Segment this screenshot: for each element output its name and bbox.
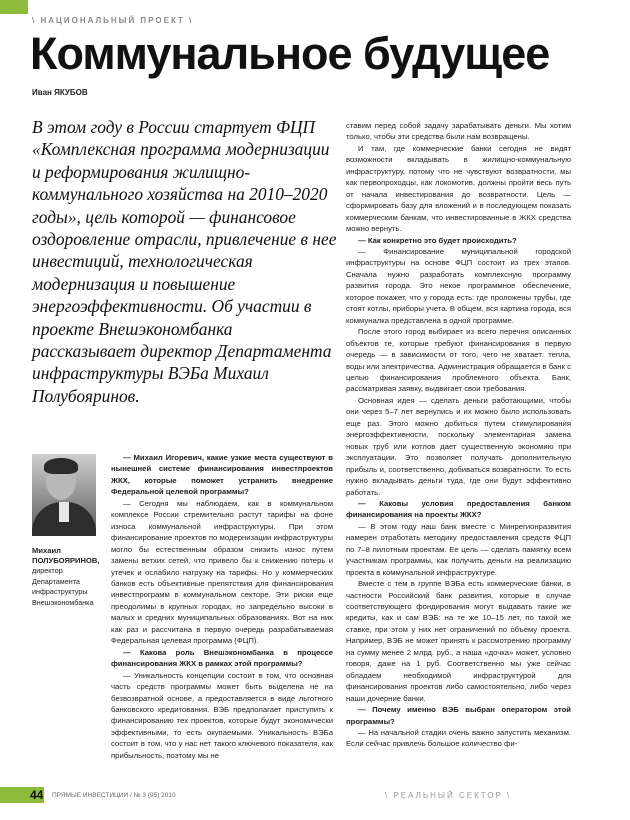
interview-question: — Как конкретно это будет происходить? [358,235,517,245]
section-kicker: \ НАЦИОНАЛЬНЫЙ ПРОЕКТ \ [32,16,194,25]
interview-question: — Каковы условия предоставления банком финансирования на проекты ЖКХ? [346,498,571,520]
portrait-caption [32,546,102,608]
interview-paragraph: После этого город выбирает из всего перечня описанных объектов те, которые требуют финансирования в первую очередь — в зависимости от того, чего не хватает: тепла, воды или электричества. Администрация обращается в банк с целью финансирования проблемного объекта. Банк, рассматривая заявку, выдвигает свои требования. [346,327,571,394]
caption-name: Михаил ПОЛУБОЯРИНОВ, [32,546,100,565]
interview-paragraph: — Финансирование муниципальной городской инфраструктуры на основе ФЦП состоит из трех этапов. Сначала нужно разработать комплексную программу развития города. Это некое программное обеспечение, которое покажет, что у города есть: где проложены трубы, где стоят котлы, приборы учета. В общем, вся картина города, вся коммуналка представлена в одной программе. [346,246,571,325]
page-number: 44 [30,788,44,802]
interview-question: — Какова роль Внешэкономбанка в процессе финансирования ЖКХ в рамках этой программы? [111,647,333,669]
article-column-2 [346,120,571,750]
interview-paragraph: — На начальной стадии очень важно запустить механизм. Если сейчас привлечь большое количество фи- [346,728,571,749]
magazine-issue: ПРЯМЫЕ ИНВЕСТИЦИИ / № 3 (95) 2010 [52,792,176,799]
interview-paragraph: — Уникальность концепции состоит в том, что основная часть средств программы может быть выделена не на безвозвратной основе, а предоставляется в виде льготного банковского кредитования. ВЭБ предполагает приступить к финансированию тех проектов, которые будут экономически эффективными, то есть окупаемыми. Уникальность ВЭБа состоит в том, что у нас нет такого ключевого показателя, как прибыльность, поэтому мы не [111,670,333,760]
section-footer: \ РЕАЛЬНЫЙ СЕКТОР \ [385,791,512,800]
article-column-1 [111,452,333,761]
interview-question: — Почему именно ВЭБ выбран оператором этой программы? [346,705,571,726]
article-title: Коммунальное будущее [30,28,550,79]
interview-question: — Михаил Игоревич, какие узкие места существуют в нынешней системе финансирования инвестпроектов ЖКХ, которые поможет устранить внедрение Федеральной целевой программы? [111,453,333,497]
interview-paragraph: Вместе с тем в группе ВЭБа есть коммерческие банки, в частности Российский банк развития, которые в случае соответствующего фондирования могут выдавать такие же кредиты, как и сам ВЭБ: на те же 10–15 лет, по такой же ставке, при этом у них нет ограничений по объему проекта. Например, ВЭБ не может принять к рассмотрению программу на сумму менее 2 млрд. руб., а наша «дочка» может, условно говоря, даже на 1 руб. Соответственно мы уже сейчас обладаем необходимой инфраструктурой для финансирования проектов либо самостоятельно, либо через наши дочерние банки. [346,579,571,703]
interview-paragraph: — Сегодня мы наблюдаем, как в коммунальном комплексе России стремительно растут тарифы на фоне износа коммунальной инфраструктуры. При этом финансирование проектов по модернизации инфраструктуры могло бы естественным образом снизить износ путем замены ветхих сетей, что привело бы к снижению потерь и утечек и ослабило нагрузку на тарифы. Но у коммерческих банков есть объективные препятствия для финансирования инвестпрограмм в коммунальном секторе. Эти риски еще преодолимы в крупных городах, но запредельно высоки в малых и средних муниципальных образованиях. Вот на них как раз и рассчитана в первую очередь разрабатываемая Федеральная целевая программа (ФЦП). [111,498,333,646]
caption-role: директор Департамента инфраструктуры Внешэкономбанка [32,566,94,607]
author-portrait [32,454,96,536]
interview-paragraph: — В этом году наш банк вместе с Минрегионразвития намерен отработать методику предоставления средств ФЦП по 7–8 пилотным проектам. Ее цель — сделать памятку всем участникам программы, как получить деньги на реализацию проекта в коммунальной инфраструктуре. [346,521,571,577]
article-lead: В этом году в России стартует ФЦП «Комплексная программа модернизации и реформирования жилищно-коммунального хозяйства на 2010–2020 годы», цель которой — финансовое оздоровление отрасли, привлечение в нее инвестиций, технологическая модернизация и повышение энергоэффективности. Об участии в проекте Внешэкономбанка рассказывает директор Департамента инфраструктуры ВЭБа Михаил Полубояринов. [32,117,337,406]
interview-paragraph: ставим перед собой задачу зарабатывать деньги. Мы хотим только, чтобы эти средства были нам возвращены. [346,121,571,142]
header-accent-bar [0,0,28,14]
interview-paragraph: Основная идея — сделать деньги работающими, чтобы они через 5–7 лет вернулись и их можно было использовать еще раз. Этого можно добиться путем стимулирования энергоэффективности, поскольку элементарная замена новых труб или котлов дает существенную экономию при эксплуатации. Это позволяет получать дополнительную прибыль и, соответственно, добиваться возвратности. То есть нужно вкладывать деньги туда, где они будут эффективно работать. [346,395,571,497]
interview-paragraph: И там, где коммерческие банки сегодня не видят возможности вкладывать в жилищно-коммунальную инфраструктуру, потому что не чувствуют возвратности, мы как первопроходцы, как локомотив, должны пройти весь путь от начала инвестирования до возвратности. Цель — сформировать базу для вложений и в последующем показать коммерческим банкам, что инвестированные в ЖКХ средства можно вернуть. [346,143,571,234]
article-author: Иван ЯКУБОВ [32,88,88,97]
